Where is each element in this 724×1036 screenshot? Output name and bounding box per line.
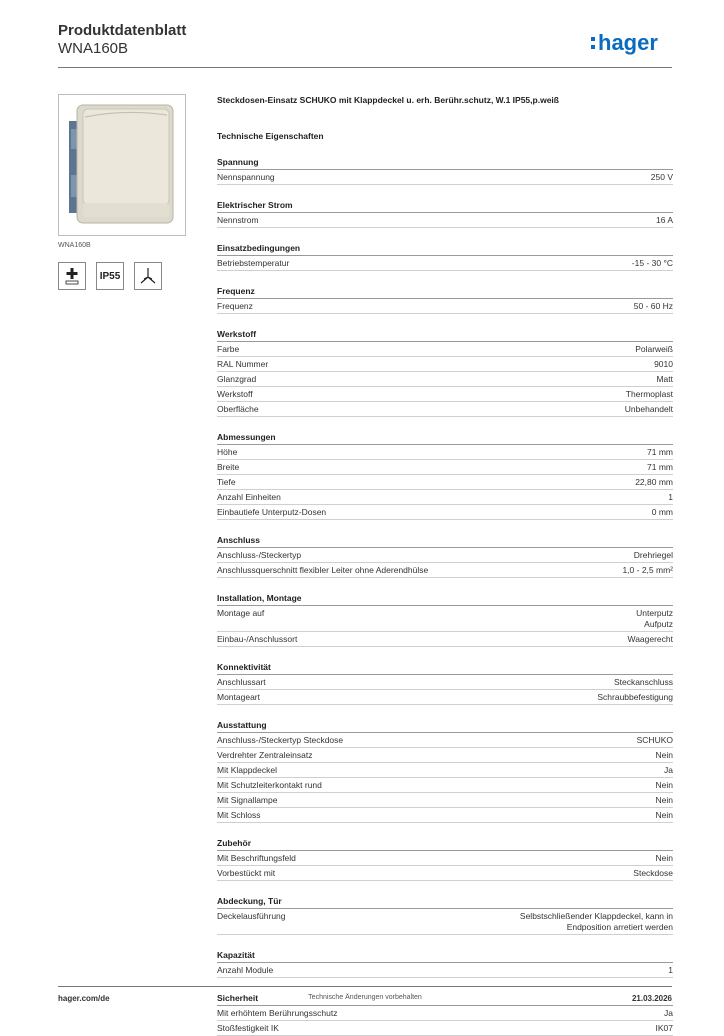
spec-value: 16 A bbox=[655, 215, 673, 225]
spec-value: Ja bbox=[664, 1008, 673, 1018]
spec-row bbox=[217, 851, 673, 866]
spec-row bbox=[217, 1006, 673, 1021]
spec-label: Anschlussart bbox=[217, 677, 266, 687]
spec-value: 0 mm bbox=[651, 507, 673, 517]
logo-text: hager bbox=[598, 30, 658, 55]
spec-section bbox=[217, 949, 673, 978]
spec-value: Nein bbox=[655, 853, 673, 863]
flush-surface-mount-icon bbox=[134, 262, 162, 290]
spec-section bbox=[217, 837, 673, 881]
spec-section bbox=[217, 592, 673, 647]
spec-value: Nein bbox=[655, 795, 673, 805]
spec-label: Einbautiefe Unterputz-Dosen bbox=[217, 507, 327, 517]
spec-label: Einbau-/Anschlussort bbox=[217, 634, 298, 644]
spec-row bbox=[217, 733, 673, 748]
spec-section-title: Elektrischer Strom bbox=[217, 199, 673, 213]
spec-row bbox=[217, 490, 673, 505]
spec-row bbox=[217, 793, 673, 808]
spec-row bbox=[217, 460, 673, 475]
spec-label: Anschluss-/Steckertyp Steckdose bbox=[217, 735, 344, 745]
spec-value: Schraubbefestigung bbox=[597, 692, 673, 702]
spec-section bbox=[217, 285, 673, 314]
spec-value: 250 V bbox=[650, 172, 673, 182]
spec-label: Deckelausführung bbox=[217, 911, 286, 921]
spec-section bbox=[217, 242, 673, 271]
spec-row bbox=[217, 445, 673, 460]
spec-label: Verdrehter Zentraleinsatz bbox=[217, 750, 313, 760]
spec-row bbox=[217, 748, 673, 763]
hager-logo bbox=[590, 28, 674, 56]
spec-section bbox=[217, 895, 673, 935]
spec-section bbox=[217, 431, 673, 520]
product-description: Steckdosen-Einsatz SCHUKO mit Klappdeckel u. erh. Berühr.schutz, W.1 IP55,p.weiß bbox=[217, 95, 559, 105]
spec-row bbox=[217, 909, 673, 935]
spec-section bbox=[217, 328, 673, 417]
spec-label: Breite bbox=[217, 462, 240, 472]
spec-row bbox=[217, 763, 673, 778]
spec-row bbox=[217, 387, 673, 402]
product-number: WNA160B bbox=[58, 40, 129, 57]
spec-value: Ja bbox=[664, 765, 673, 775]
spec-value: Drehriegel bbox=[633, 550, 673, 560]
spec-value: Matt bbox=[656, 374, 673, 384]
ip55-badge: IP55 bbox=[96, 262, 124, 290]
spec-label: Farbe bbox=[217, 344, 240, 354]
spec-value: 1 bbox=[668, 492, 673, 502]
spec-section bbox=[217, 199, 673, 228]
technical-properties-heading: Technische Eigenschaften bbox=[217, 131, 324, 141]
spec-label: Montage auf bbox=[217, 608, 265, 618]
spec-value: Nein bbox=[655, 810, 673, 820]
spec-section-title: Konnektivität bbox=[217, 661, 673, 675]
spec-row bbox=[217, 866, 673, 881]
spec-value: Waagerecht bbox=[627, 634, 673, 644]
spec-value: 71 mm bbox=[647, 462, 673, 472]
spec-section-title: Werkstoff bbox=[217, 328, 673, 342]
spec-row bbox=[217, 299, 673, 314]
spec-row bbox=[217, 1021, 673, 1036]
spec-section bbox=[217, 719, 673, 823]
spec-label: Anschlussquerschnitt flexibler Leiter ohne Aderendhülse bbox=[217, 565, 429, 575]
spec-label: Oberfläche bbox=[217, 404, 259, 414]
spec-value: Unterputz Aufputz bbox=[636, 608, 673, 629]
spec-section-title: Spannung bbox=[217, 156, 673, 170]
spec-section-title: Sicherheit bbox=[217, 992, 673, 1006]
spec-section-title: Zubehör bbox=[217, 837, 673, 851]
spec-label: Nennspannung bbox=[217, 172, 275, 182]
spec-label: Mit Schutzleiterkontakt rund bbox=[217, 780, 322, 790]
spec-label: Vorbestückt mit bbox=[217, 868, 276, 878]
spec-section-title: Ausstattung bbox=[217, 719, 673, 733]
spec-section-title: Frequenz bbox=[217, 285, 673, 299]
spec-value: -15 - 30 °C bbox=[631, 258, 673, 268]
spec-label: Anzahl Einheiten bbox=[217, 492, 281, 502]
spec-label: Mit erhöhtem Berührungsschutz bbox=[217, 1008, 338, 1018]
spec-value: 22,80 mm bbox=[635, 477, 673, 487]
spec-section-title: Einsatzbedingungen bbox=[217, 242, 673, 256]
spec-row bbox=[217, 256, 673, 271]
spec-row bbox=[217, 675, 673, 690]
spec-label: Mit Schloss bbox=[217, 810, 261, 820]
spec-row bbox=[217, 357, 673, 372]
spec-value: Polarweiß bbox=[635, 344, 673, 354]
spec-row bbox=[217, 402, 673, 417]
spec-value: SCHUKO bbox=[636, 735, 673, 745]
spec-section-title: Kapazität bbox=[217, 949, 673, 963]
spec-row bbox=[217, 778, 673, 793]
spec-row bbox=[217, 548, 673, 563]
spec-label: RAL Nummer bbox=[217, 359, 269, 369]
spec-label: Mit Signallampe bbox=[217, 795, 278, 805]
spec-row bbox=[217, 505, 673, 520]
spec-value: Thermoplast bbox=[625, 389, 673, 399]
spec-label: Werkstoff bbox=[217, 389, 253, 399]
spec-row bbox=[217, 563, 673, 578]
footer-website: hager.com/de bbox=[58, 994, 110, 1003]
spec-section bbox=[217, 661, 673, 705]
specification-sections bbox=[217, 156, 673, 1036]
spec-value: IK07 bbox=[655, 1023, 673, 1033]
footer-date: 21.03.2026 bbox=[631, 994, 672, 1003]
footer-divider bbox=[58, 986, 672, 987]
spec-row bbox=[217, 963, 673, 978]
spec-section-title: Installation, Montage bbox=[217, 592, 673, 606]
spec-row bbox=[217, 213, 673, 228]
spec-section bbox=[217, 534, 673, 578]
spec-value: Selbstschließender Klappdeckel, kann in Endposition arretiert werden bbox=[519, 911, 673, 932]
spec-label: Anschluss-/Steckertyp bbox=[217, 550, 302, 560]
document-title: Produktdatenblatt bbox=[58, 22, 187, 39]
spec-value: Steckanschluss bbox=[613, 677, 673, 687]
spec-label: Frequenz bbox=[217, 301, 253, 311]
spec-section-title: Anschluss bbox=[217, 534, 673, 548]
spec-row bbox=[217, 170, 673, 185]
spec-row bbox=[217, 475, 673, 490]
spec-row bbox=[217, 606, 673, 632]
spec-row bbox=[217, 342, 673, 357]
spec-value: 9010 bbox=[654, 359, 673, 369]
spec-label: Mit Klappdeckel bbox=[217, 765, 278, 775]
document-header bbox=[58, 22, 186, 58]
spec-value: Nein bbox=[655, 780, 673, 790]
spec-section bbox=[217, 156, 673, 185]
spec-label: Montageart bbox=[217, 692, 260, 702]
spec-label: Stoßfestigkeit IK bbox=[217, 1023, 279, 1033]
spec-label: Mit Beschriftungsfeld bbox=[217, 853, 296, 863]
spec-row bbox=[217, 632, 673, 647]
spec-value: 1 bbox=[668, 965, 673, 975]
spec-label: Anzahl Module bbox=[217, 965, 274, 975]
spec-row bbox=[217, 372, 673, 387]
spec-value: 1,0 - 2,5 mm² bbox=[622, 565, 673, 575]
spec-value: Nein bbox=[655, 750, 673, 760]
spec-value: 71 mm bbox=[647, 447, 673, 457]
spec-value: 50 - 60 Hz bbox=[633, 301, 673, 311]
spec-row bbox=[217, 690, 673, 705]
product-image bbox=[58, 94, 186, 236]
header-divider bbox=[58, 67, 672, 68]
spec-section-title: Abmessungen bbox=[217, 431, 673, 445]
spec-value: Unbehandelt bbox=[624, 404, 673, 414]
spec-section-title: Abdeckung, Tür bbox=[217, 895, 673, 909]
spec-label: Tiefe bbox=[217, 477, 236, 487]
spec-label: Glanzgrad bbox=[217, 374, 257, 384]
spec-label: Betriebstemperatur bbox=[217, 258, 290, 268]
product-image-caption: WNA160B bbox=[58, 242, 91, 249]
spec-label: Höhe bbox=[217, 447, 238, 457]
protection-class-icon bbox=[58, 262, 86, 290]
footer-disclaimer: Technische Änderungen vorbehalten bbox=[308, 994, 422, 1001]
specification-content bbox=[217, 94, 673, 1036]
spec-value: Steckdose bbox=[633, 868, 673, 878]
spec-label: Nennstrom bbox=[217, 215, 259, 225]
spec-row bbox=[217, 808, 673, 823]
